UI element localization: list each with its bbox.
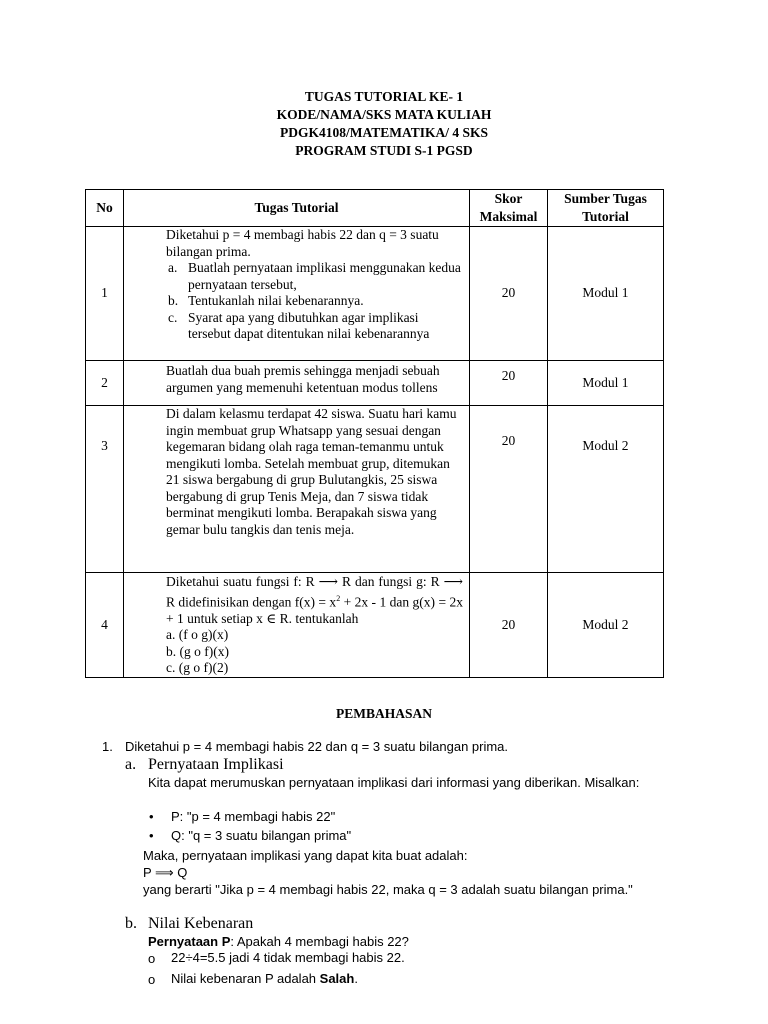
implication: P ⟹ Q <box>143 865 188 880</box>
subsection-title: Pernyataan Implikasi <box>148 756 284 773</box>
statement-question: Pernyataan P: Apakah 4 membagi habis 22? <box>148 934 409 949</box>
table-row <box>86 227 664 361</box>
col-header-skor: Skor Maksimal <box>470 190 548 227</box>
table-row <box>86 573 664 678</box>
task-text: Di dalam kelasmu terdapat 42 siswa. Suatu hari kamu ingin membuat grup Whatsapp yang sesuai dengan kegemaran bidang olah raga teman-temanmu untuk mengikuti lomba. Setelah membuat grup, ditemukan 21 siswa bergabung di grup Bulutangkis, 25 siswa bergabung di grup Tenis Meja, dan 7 siswa tidak berminat mengikuti lomba. Berapakah siswa yang gemar bulu tangkis dan tenis meja. <box>124 406 470 573</box>
circle-bullet-icon: o <box>148 972 156 987</box>
question-text: Diketahui p = 4 membagi habis 22 dan q = 3 suatu bilangan prima. <box>125 739 509 754</box>
header-program: PROGRAM STUDI S-1 PGSD <box>295 143 473 158</box>
task-item: a. Buatlah pernyataan implikasi menggunakan kedua pernyataan tersebut, <box>168 260 461 292</box>
source-cell: Modul 1 <box>548 361 664 406</box>
header-code: PDGK4108/MATEMATIKA/ 4 SKS <box>279 125 488 140</box>
row-number: 3 <box>86 406 124 573</box>
subsection-label: b. <box>125 915 137 932</box>
paragraph: Maka, pernyataan implikasi yang dapat kita buat adalah: <box>143 848 468 863</box>
header-title: TUGAS TUTORIAL KE- 1 <box>304 89 464 104</box>
score-cell: 20 <box>470 406 548 573</box>
paragraph: Kita dapat merumuskan pernyataan implikasi dari informasi yang diberikan. Misalkan: <box>148 775 640 790</box>
circle-bullet-icon: o <box>148 951 156 966</box>
task-item: c. Syarat apa yang dibutuhkan agar implikasi tersebut dapat ditentukan nilai kebenarannya <box>168 309 430 341</box>
row-number: 4 <box>86 573 124 678</box>
task-cell <box>124 573 470 678</box>
task-text: Buatlah dua buah premis sehingga menjadi sebuah argumen yang memenuhi ketentuan modus tollens <box>124 361 470 406</box>
task-text: Diketahui suatu fungsi f: R ⟶ R dan fungsi g: R ⟶ R didefinisikan dengan $f(x) = x^2 + 2x - 1$ dan g(x) = 2x + 1 untuk setiap x ∈ R. tentukanlah <box>166 574 463 626</box>
table-row <box>86 361 664 406</box>
table-row <box>86 406 664 573</box>
source-cell: Modul 2 <box>548 573 664 678</box>
task-item: b. Tentukanlah nilai kebenarannya. <box>168 293 364 308</box>
bullet-item: • Q: "q = 3 suatu bilangan prima" <box>171 828 351 844</box>
task-cell <box>124 227 470 361</box>
task-item: a. (f o g)(x) <box>166 627 229 642</box>
section-title: PEMBAHASAN <box>335 706 432 721</box>
subsection-title: Nilai Kebenaran <box>148 915 254 932</box>
score-cell: 20 <box>470 361 548 406</box>
col-header-no: No <box>86 190 124 227</box>
score-cell: 20 <box>470 573 548 678</box>
header-course: KODE/NAMA/SKS MATA KULIAH <box>276 107 492 122</box>
score-cell: 20 <box>470 227 548 361</box>
bullet-item: • P: "p = 4 membagi habis 22" <box>171 809 335 825</box>
task-item: c. (g o f)(2) <box>166 660 229 675</box>
col-header-task: Tugas Tutorial <box>124 190 470 227</box>
bullet-item: 22÷4=5.5 jadi 4 tidak membagi habis 22. <box>171 950 405 965</box>
bullet-item: Nilai kebenaran P adalah Salah. <box>171 971 358 986</box>
row-number: 2 <box>86 361 124 406</box>
row-number: 1 <box>86 227 124 361</box>
task-text: Diketahui p = 4 membagi habis 22 dan q = 3 suatu bilangan prima. <box>166 227 439 259</box>
paragraph: yang berarti "Jika p = 4 membagi habis 22, maka q = 3 adalah suatu bilangan prima." <box>143 882 633 897</box>
source-cell: Modul 1 <box>548 227 664 361</box>
source-cell: Modul 2 <box>548 406 664 573</box>
tutorial-table <box>85 189 664 678</box>
col-header-source: Sumber Tugas Tutorial <box>548 190 664 227</box>
subsection-label: a. <box>125 756 137 773</box>
task-item: b. (g o f)(x) <box>166 643 229 659</box>
question-number: 1. <box>102 739 113 754</box>
